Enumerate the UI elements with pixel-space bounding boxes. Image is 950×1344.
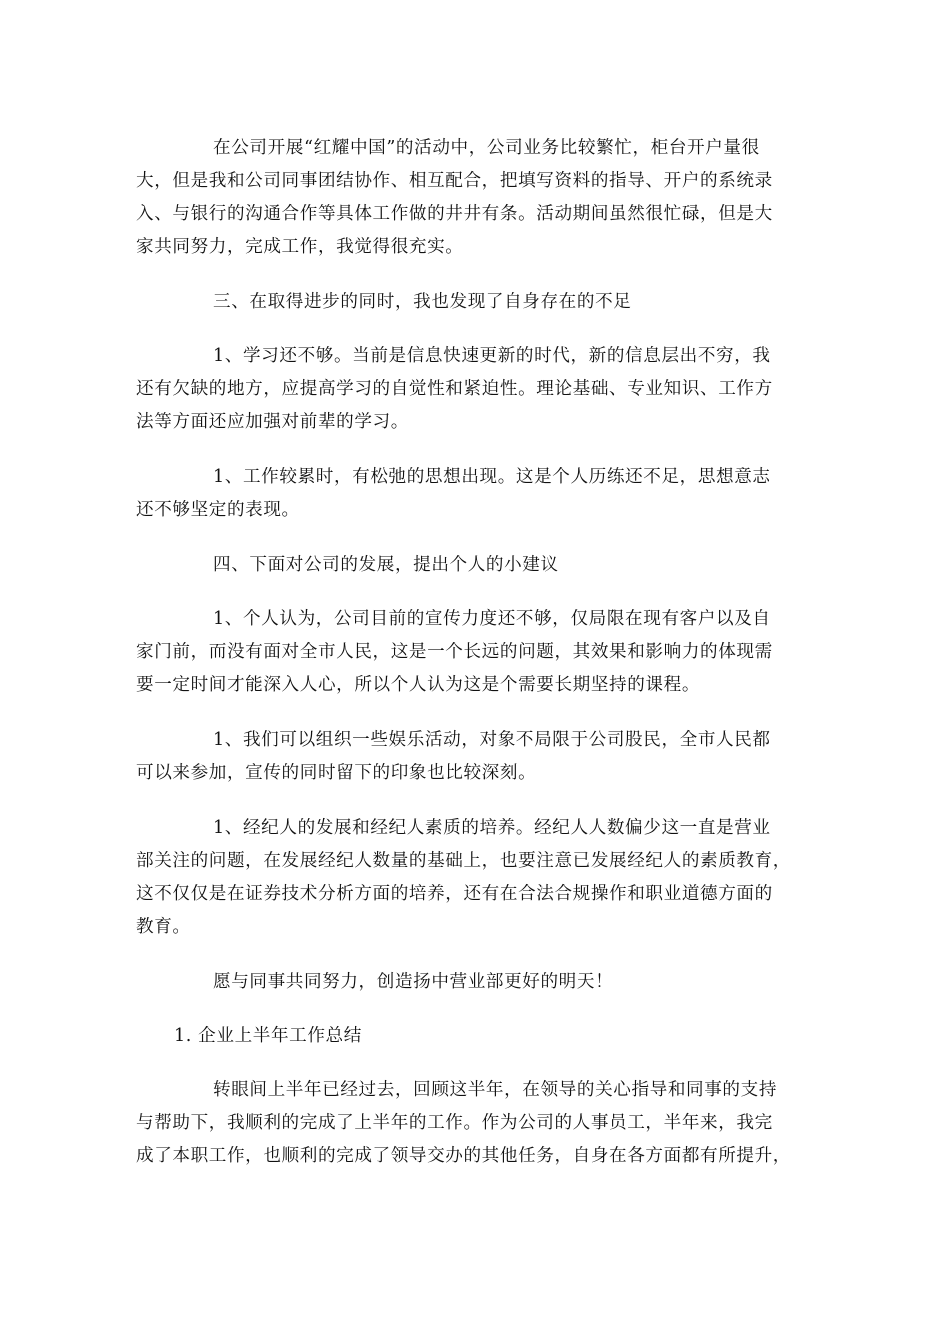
paragraph-line: 1、学习还不够。当前是信息快速更新的时代，新的信息层出不穷，我 <box>213 346 771 366</box>
section-heading: 四、下面对公司的发展，提出个人的小建议 <box>213 555 559 575</box>
paragraph-line: 大，但是我和公司同事团结协作、相互配合，把填写资料的指导、开户的系统录 <box>136 171 773 191</box>
paragraph-line: 家共同努力，完成工作，我觉得很充实。 <box>136 237 464 257</box>
paragraph-line: 可以来参加，宣传的同时留下的印象也比较深刻。 <box>136 763 537 783</box>
paragraph-line: 要一定时间才能深入人心，所以个人认为这是个需要长期坚持的课程。 <box>136 675 701 695</box>
paragraph-line: 还有欠缺的地方，应提高学习的自觉性和紧迫性。理论基础、专业知识、工作方 <box>136 379 773 399</box>
paragraph-line: 教育。 <box>136 917 191 937</box>
paragraph-line: 1、工作较累时，有松弛的思想出现。这是个人历练还不足，思想意志 <box>213 467 771 487</box>
paragraph-line: 部关注的问题，在发展经纪人数量的基础上，也要注意已发展经纪人的素质教育， <box>136 851 791 871</box>
paragraph-line: 在公司开展“红耀中国”的活动中，公司业务比较繁忙，柜台开户量很 <box>213 138 760 158</box>
paragraph-line: 1、个人认为，公司目前的宣传力度还不够，仅局限在现有客户以及自 <box>213 609 771 629</box>
paragraph-line: 愿与同事共同努力，创造扬中营业部更好的明天！ <box>213 972 614 992</box>
paragraph-line: 法等方面还应加强对前辈的学习。 <box>136 412 409 432</box>
paragraph-line: 还不够坚定的表现。 <box>136 500 300 520</box>
paragraph-line: 入、与银行的沟通合作等具体工作做的井井有条。活动期间虽然很忙碌，但是大 <box>136 204 773 224</box>
paragraph-line: 成了本职工作，也顺利的完成了领导交办的其他任务，自身在各方面都有所提升， <box>136 1146 791 1166</box>
paragraph-line: 家门前，而没有面对全市人民，这是一个长远的问题，其效果和影响力的体现需 <box>136 642 773 662</box>
paragraph-line: 与帮助下，我顺利的完成了上半年的工作。作为公司的人事员工，半年来，我完 <box>136 1113 773 1133</box>
numbered-heading: 1. 企业上半年工作总结 <box>174 1026 362 1046</box>
paragraph-line: 这不仅仅是在证券技术分析方面的培养，还有在合法合规操作和职业道德方面的 <box>136 884 773 904</box>
paragraph-line: 1、经纪人的发展和经纪人素质的培养。经纪人人数偏少这一直是营业 <box>213 818 771 838</box>
paragraph-line: 1、我们可以组织一些娱乐活动，对象不局限于公司股民，全市人民都 <box>213 730 771 750</box>
section-heading: 三、在取得进步的同时，我也发现了自身存在的不足 <box>213 292 632 312</box>
paragraph-line: 转眼间上半年已经过去，回顾这半年，在领导的关心指导和同事的支持 <box>213 1080 778 1100</box>
